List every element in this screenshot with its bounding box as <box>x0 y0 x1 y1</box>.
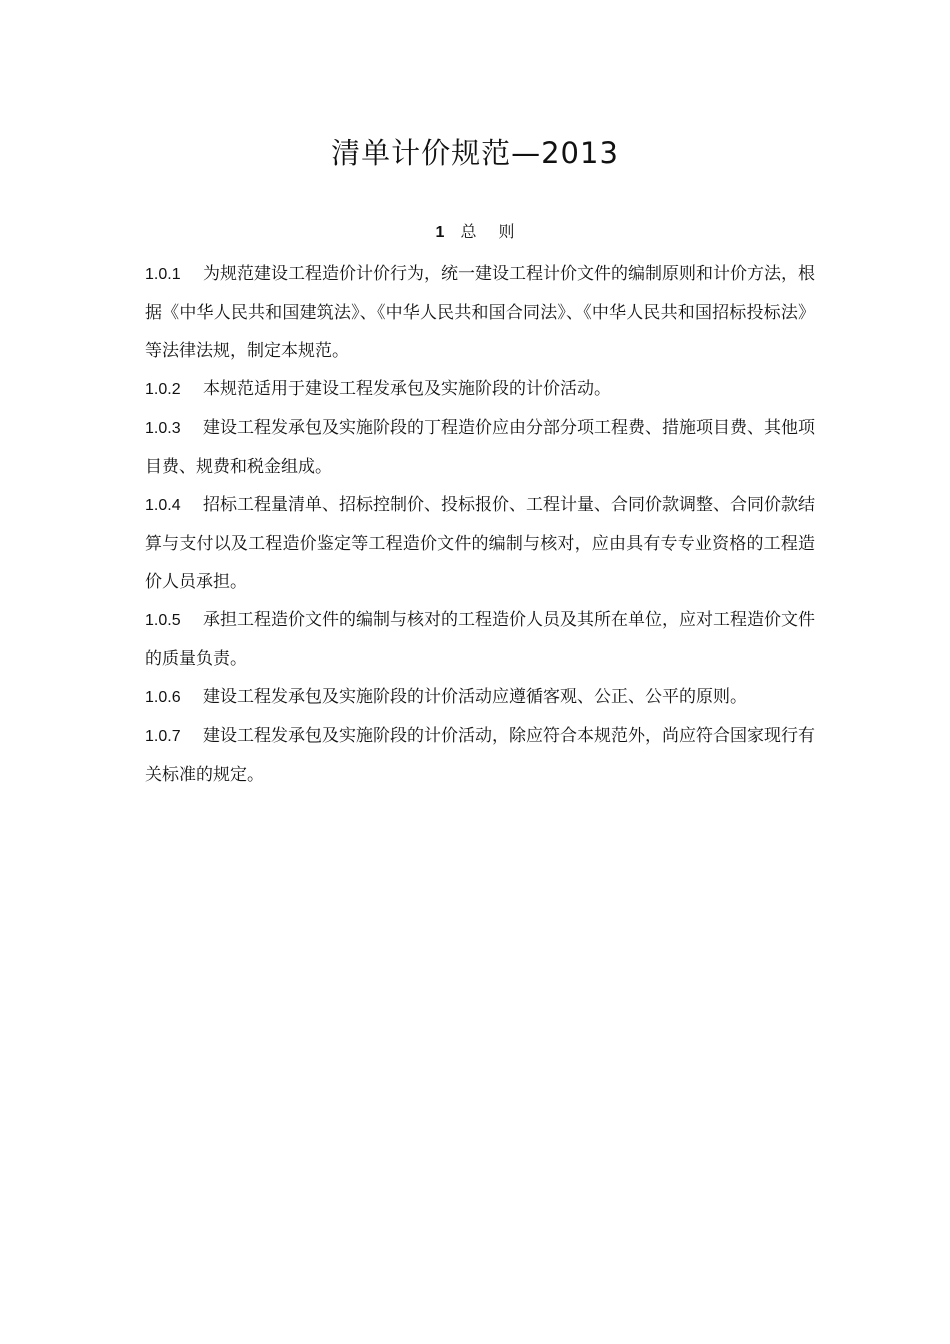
clause-1-0-4 <box>145 486 815 601</box>
clause-list <box>145 255 815 794</box>
clause-1-0-6 <box>145 678 815 717</box>
clause-1-0-5 <box>145 601 815 678</box>
document-title: 清单计价规范—2013 <box>331 136 619 170</box>
clause-1-0-7 <box>145 717 815 794</box>
clause-number: 1.0.6 <box>145 689 181 706</box>
clause-text: 承担工程造价文件的编制与核对的工程造价人员及其所在单位，应对工程造价文件的质量负责。 <box>145 610 815 669</box>
chapter-heading <box>0 218 950 247</box>
clause-number: 1.0.4 <box>145 497 181 514</box>
clause-text: 建设工程发承包及实施阶段的丁程造价应由分部分项工程费、措施项目费、其他项目费、规费和税金组成。 <box>145 418 815 477</box>
chapter-number: 1 <box>435 224 445 241</box>
clause-number: 1.0.3 <box>145 420 181 437</box>
clause-text: 为规范建设工程造价计价行为，统一建设工程计价文件的编制原则和计价方法，根据《中华人民共和国建筑法》、《中华人民共和国合同法》、《中华人民共和国招标投标法》等法律法规，制定本规范。 <box>145 264 815 361</box>
clause-number: 1.0.2 <box>145 381 181 398</box>
clause-1-0-3 <box>145 409 815 486</box>
chapter-name: 总则 <box>460 222 537 241</box>
clause-text: 招标工程量清单、招标控制价、投标报价、工程计量、合同价款调整、合同价款结算与支付以及工程造价鉴定等工程造价文件的编制与核对，应由具有专专业资格的工程造价人员承担。 <box>145 495 815 592</box>
clause-number: 1.0.1 <box>145 266 181 283</box>
clause-number: 1.0.5 <box>145 612 181 629</box>
clause-number: 1.0.7 <box>145 728 181 745</box>
clause-text: 建设工程发承包及实施阶段的计价活动，除应符合本规范外，尚应符合国家现行有关标准的规定。 <box>145 726 815 785</box>
clause-1-0-1 <box>145 255 815 370</box>
clause-text: 本规范适用于建设工程发承包及实施阶段的计价活动。 <box>203 379 611 399</box>
clause-1-0-2 <box>145 370 815 409</box>
clause-text: 建设工程发承包及实施阶段的计价活动应遵循客观、公正、公平的原则。 <box>203 687 747 707</box>
